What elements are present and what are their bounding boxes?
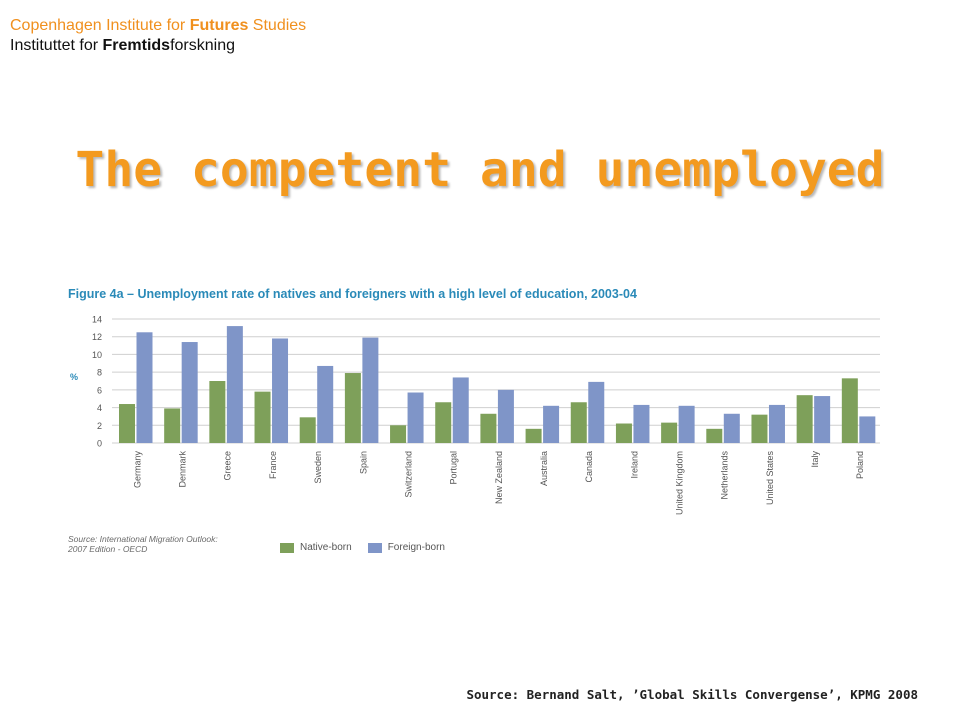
figure-source-line1: Source: International Migration Outlook: xyxy=(68,534,218,544)
institute-en-bold: Futures xyxy=(189,17,249,34)
bar-foreign xyxy=(362,338,378,443)
institute-name-danish xyxy=(10,36,235,56)
chart-legend xyxy=(280,542,445,553)
x-tick-label: Australia xyxy=(538,451,549,487)
bar-foreign xyxy=(453,377,469,443)
y-tick-label: 12 xyxy=(91,332,102,343)
bar-native xyxy=(209,381,225,443)
bar-native xyxy=(616,424,632,443)
y-tick-label: 10 xyxy=(91,349,102,360)
x-tick-label: Switzerland xyxy=(403,451,414,498)
legend-label-foreign: Foreign-born xyxy=(387,542,445,553)
bar-native xyxy=(480,414,496,443)
bar-native xyxy=(571,402,587,443)
x-tick-label: Italy xyxy=(810,451,821,468)
figure-source-line2: 2007 Edition - OECD xyxy=(68,544,148,554)
x-tick-label: New Zealand xyxy=(493,450,504,505)
bar-foreign xyxy=(182,342,198,443)
y-axis-label: % xyxy=(70,372,79,382)
bar-native xyxy=(661,423,677,443)
x-tick-label: Ireland xyxy=(629,451,640,479)
bar-native xyxy=(797,395,813,443)
bar-foreign xyxy=(679,406,695,443)
y-tick-label: 0 xyxy=(96,438,102,449)
figure-source xyxy=(68,534,268,554)
bar-native xyxy=(300,417,316,443)
x-tick-label: United Kingdom xyxy=(674,451,685,516)
x-tick-label: Poland xyxy=(855,451,866,480)
x-tick-label: Greece xyxy=(222,451,233,481)
institute-en-prefix: Copenhagen Institute for xyxy=(10,17,190,34)
bar-native xyxy=(706,429,722,443)
bar-foreign xyxy=(272,338,288,443)
x-tick-label: Spain xyxy=(358,451,369,475)
x-tick-label: United States xyxy=(764,451,775,506)
x-tick-label: Canada xyxy=(584,451,595,483)
bar-foreign xyxy=(543,406,559,443)
bar-foreign xyxy=(588,382,604,443)
bar-foreign xyxy=(633,405,649,443)
bar-native xyxy=(255,392,271,443)
legend-label-native: Native-born xyxy=(300,542,352,553)
bar-foreign xyxy=(859,416,875,443)
institute-da-suffix: forskning xyxy=(170,37,235,54)
x-tick-label: Denmark xyxy=(177,451,188,488)
legend-swatch-foreign xyxy=(368,543,382,553)
y-tick-label: 2 xyxy=(96,420,102,431)
bar-foreign xyxy=(227,326,243,443)
institute-da-prefix: Instituttet for xyxy=(10,37,103,54)
bar-foreign xyxy=(137,332,153,443)
x-tick-label: France xyxy=(267,451,278,480)
bar-foreign xyxy=(498,390,514,443)
y-tick-label: 14 xyxy=(91,314,102,325)
bar-foreign xyxy=(724,414,740,443)
bar-native xyxy=(390,425,406,443)
y-tick-label: 8 xyxy=(96,367,102,378)
bar-chart xyxy=(0,300,960,530)
figure-title: Figure 4a – Unemployment rate of natives and foreigners with a high level of education, 2003-04 xyxy=(68,287,637,301)
legend-item-foreign xyxy=(368,542,445,553)
legend-swatch-native xyxy=(280,543,294,553)
bar-native xyxy=(526,429,542,443)
bar-native xyxy=(164,408,180,443)
x-tick-label: Germany xyxy=(132,451,143,489)
bar-foreign xyxy=(408,393,424,443)
bar-native xyxy=(345,373,361,443)
bar-native xyxy=(842,378,858,443)
bar-foreign xyxy=(317,366,333,443)
institute-en-suffix: Studies xyxy=(248,17,307,34)
bar-foreign xyxy=(814,396,830,443)
y-tick-label: 4 xyxy=(96,403,102,414)
institute-name-english xyxy=(10,16,306,36)
x-tick-label: Portugal xyxy=(448,451,459,485)
bar-native xyxy=(751,415,767,443)
x-tick-label: Sweden xyxy=(313,451,324,484)
source-credit: Source: Bernand Salt, ’Global Skills Convergense’, KPMG 2008 xyxy=(466,687,918,702)
bar-native xyxy=(435,402,451,443)
bar-native xyxy=(119,404,135,443)
institute-da-bold: Fremtids xyxy=(102,37,171,54)
bar-foreign xyxy=(769,405,785,443)
slide-title: The competent and unemployed xyxy=(75,142,885,198)
x-tick-label: Netherlands xyxy=(719,451,730,500)
y-tick-label: 6 xyxy=(96,385,102,396)
legend-item-native xyxy=(280,542,352,553)
